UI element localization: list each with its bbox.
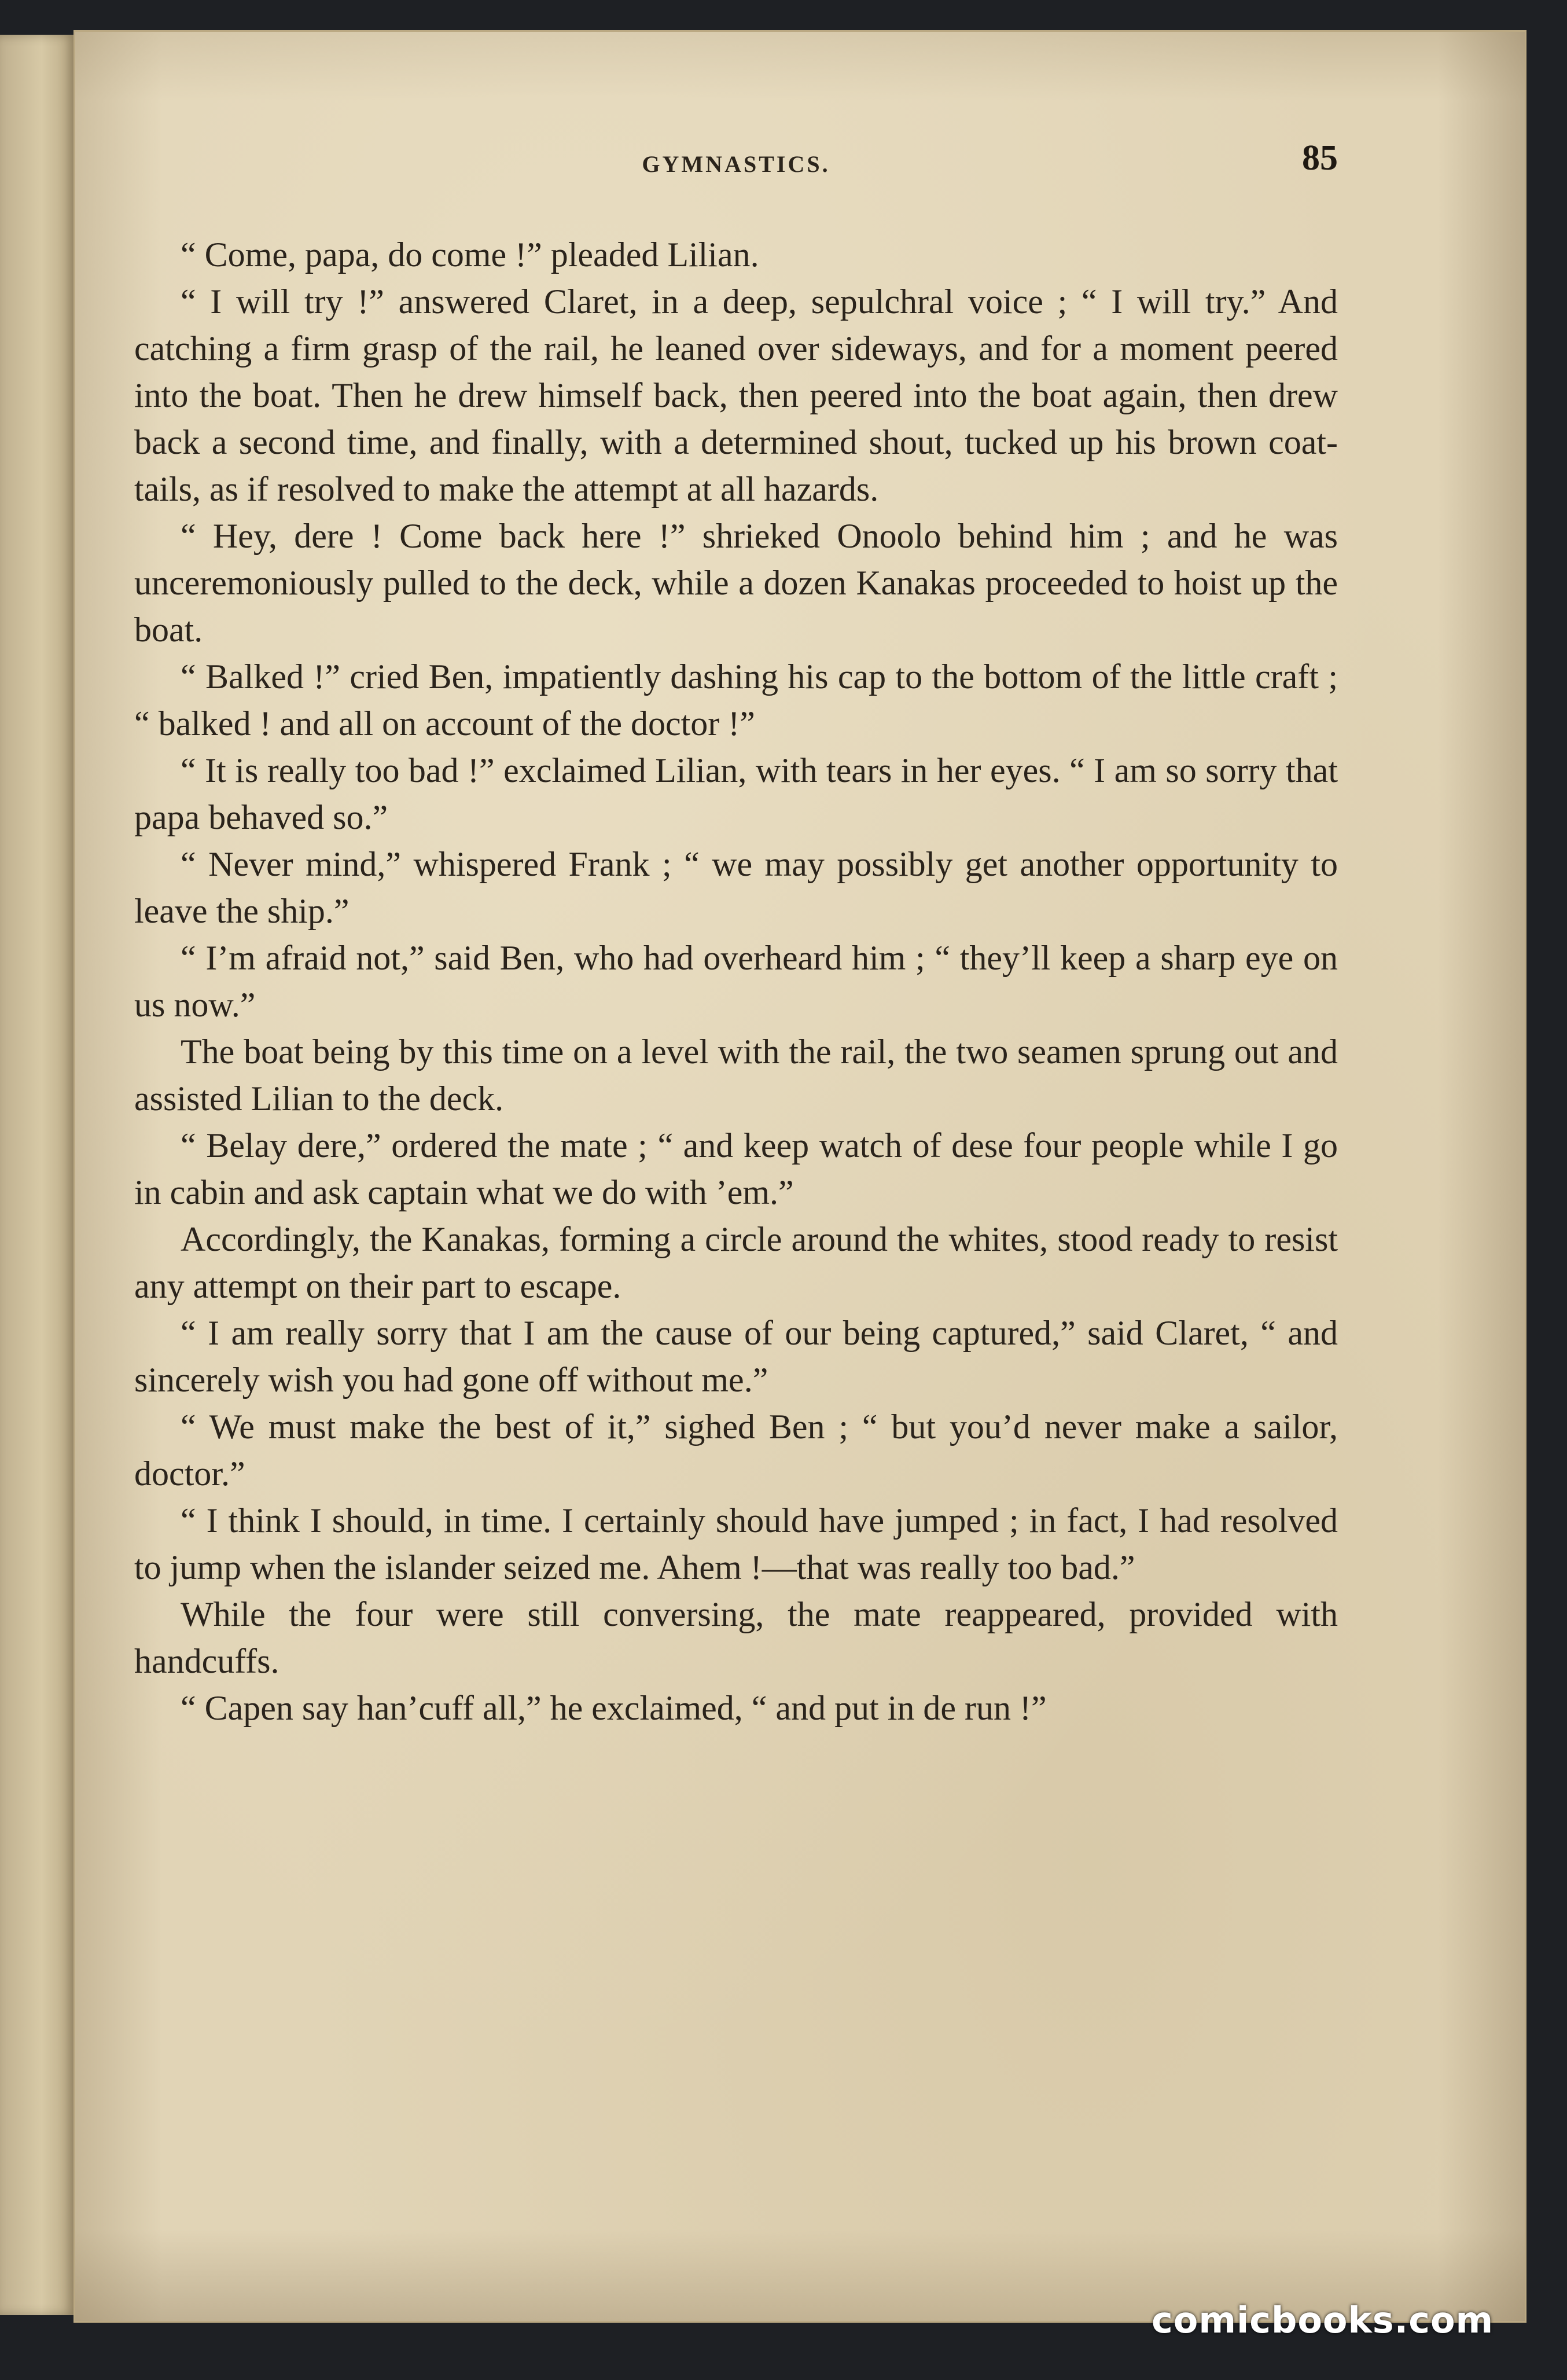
facing-page-edge [0,35,75,2315]
running-head [134,122,1338,185]
paragraph: The boat being by this time on a level with the rail, the two seamen sprung out and assisted Lilian to the deck. [134,1033,1338,1118]
paragraph: “ I will try !” answered Claret, in a deep, sepulchral voice ; “ I will try.” And catching a firm grasp of the rail, he leaned over sideways, and for a moment peered into the boat. Then he drew himself back, then peered into the boat again, then drew back a second time, and finally, with a determined shout, tucked up his brown coat-tails, as if resolved to make the attempt at all hazards. [134,282,1338,508]
paragraph: “ Balked !” cried Ben, impatiently dashing his cap to the bottom of the little craft ; “ balked ! and all on account of the doctor !” [134,658,1338,743]
paragraph: “ I think I should, in time. I certainly should have jumped ; in fact, I had resolved to jump when the islander seized me. Ahem !—that was really too bad.” [134,1501,1338,1586]
paragraph: “ It is really too bad !” exclaimed Lilian, with tears in her eyes. “ I am so sorry that papa behaved so.” [134,751,1338,836]
paragraph: While the four were still conversing, the mate reappeared, provided with handcuffs. [134,1595,1338,1680]
paragraph: “ We must make the best of it,” sighed Ben ; “ but you’d never make a sailor, doctor.” [134,1408,1338,1493]
paragraph: “ Hey, dere ! Come back here !” shrieked Onoolo behind him ; and he was unceremoniously pulled to the deck, while a dozen Kanakas proceeded to hoist up the boat. [134,517,1338,649]
paragraph: “ Belay dere,” ordered the mate ; “ and keep watch of dese four people while I go in cabin and ask captain what we do with ’em.” [134,1126,1338,1211]
paragraph: “ Never mind,” whispered Frank ; “ we may possibly get another opportunity to leave the ship.” [134,845,1338,930]
paragraph: Accordingly, the Kanakas, forming a circle around the whites, stood ready to resist any attempt on their part to escape. [134,1220,1338,1305]
paragraph: “ Capen say han’cuff all,” he exclaimed, “ and put in de run !” [181,1689,1047,1727]
paragraph: “ I’m afraid not,” said Ben, who had overheard him ; “ they’ll keep a sharp eye on us now.” [134,939,1338,1024]
watermark: comicbooks.com [1152,2299,1494,2341]
body-text [134,232,1338,1732]
paragraph: “ I am really sorry that I am the cause of our being captured,” said Claret, “ and sincerely wish you had gone off without me.” [134,1314,1338,1399]
paragraph: “ Come, papa, do come !” pleaded Lilian. [181,236,759,274]
running-title: GYMNASTICS. [642,151,830,177]
page-number: 85 [1302,138,1338,178]
